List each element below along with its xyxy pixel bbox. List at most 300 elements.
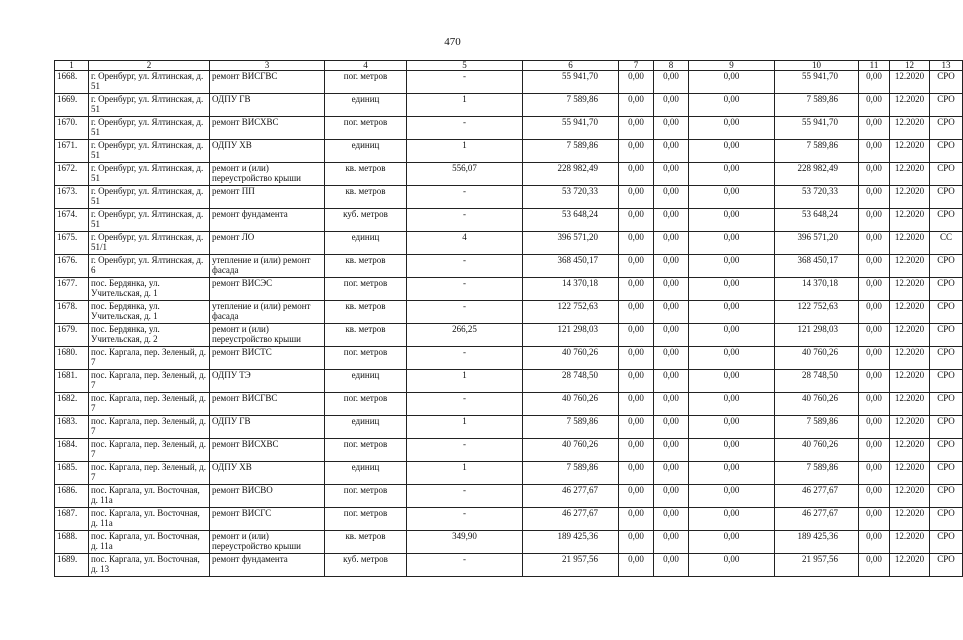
cell-total-cost: 46 277,67 (523, 485, 619, 508)
cell-other-funds: 0,00 (859, 347, 890, 370)
cell-deadline: 12.2020 (890, 94, 930, 117)
table-row (55, 255, 963, 278)
column-header-10: 10 (775, 61, 859, 71)
cell-fund-local: 0,00 (689, 531, 775, 554)
cell-fund-federal: 0,00 (619, 416, 654, 439)
cell-address: г. Оренбург, ул. Ялтинская, д. 51 (89, 209, 210, 232)
cell-total-cost: 28 748,50 (523, 370, 619, 393)
cell-deadline: 12.2020 (890, 462, 930, 485)
cell-address: пос. Каргала, пер. Зеленый, д. 7 (89, 439, 210, 462)
cell-owner-funds: 28 748,50 (775, 370, 859, 393)
cell-work-type: ОДПУ ХВ (210, 140, 325, 163)
cell-row-number: 1686. (55, 485, 89, 508)
cell-method: СРО (930, 554, 963, 577)
cell-quantity: - (407, 508, 523, 531)
cell-address: г. Оренбург, ул. Ялтинская, д. 51 (89, 94, 210, 117)
cell-deadline: 12.2020 (890, 531, 930, 554)
cell-fund-federal: 0,00 (619, 232, 654, 255)
column-header-1: 1 (55, 61, 89, 71)
cell-fund-regional: 0,00 (654, 209, 689, 232)
cell-row-number: 1679. (55, 324, 89, 347)
cell-quantity: - (407, 117, 523, 140)
cell-address: пос. Бердянка, ул. Учительская, д. 2 (89, 324, 210, 347)
table-row (55, 370, 963, 393)
cell-fund-local: 0,00 (689, 393, 775, 416)
cell-fund-federal: 0,00 (619, 186, 654, 209)
cell-row-number: 1674. (55, 209, 89, 232)
cell-owner-funds: 46 277,67 (775, 508, 859, 531)
cell-deadline: 12.2020 (890, 278, 930, 301)
cell-fund-local: 0,00 (689, 163, 775, 186)
cell-deadline: 12.2020 (890, 301, 930, 324)
cell-total-cost: 46 277,67 (523, 508, 619, 531)
cell-fund-regional: 0,00 (654, 370, 689, 393)
cell-other-funds: 0,00 (859, 531, 890, 554)
cell-row-number: 1676. (55, 255, 89, 278)
table-header (55, 61, 963, 71)
cell-row-number: 1684. (55, 439, 89, 462)
cell-deadline: 12.2020 (890, 232, 930, 255)
cell-owner-funds: 189 425,36 (775, 531, 859, 554)
cell-deadline: 12.2020 (890, 485, 930, 508)
cell-unit: кв. метров (325, 163, 407, 186)
column-header-12: 12 (890, 61, 930, 71)
cell-work-type: ремонт ВИСЭС (210, 278, 325, 301)
cell-fund-regional: 0,00 (654, 439, 689, 462)
cell-unit: единиц (325, 94, 407, 117)
cell-owner-funds: 21 957,56 (775, 554, 859, 577)
cell-fund-federal: 0,00 (619, 508, 654, 531)
cell-address: г. Оренбург, ул. Ялтинская, д. 51 (89, 186, 210, 209)
table-row (55, 508, 963, 531)
cell-address: пос. Каргала, ул. Восточная, д. 11а (89, 485, 210, 508)
cell-method: СРО (930, 186, 963, 209)
cell-unit: пог. метров (325, 278, 407, 301)
cell-fund-regional: 0,00 (654, 94, 689, 117)
cell-fund-local: 0,00 (689, 140, 775, 163)
column-header-6: 6 (523, 61, 619, 71)
cell-method: СС (930, 232, 963, 255)
cell-work-type: ремонт ВИСХВС (210, 439, 325, 462)
cell-fund-local: 0,00 (689, 485, 775, 508)
cell-deadline: 12.2020 (890, 554, 930, 577)
cell-fund-federal: 0,00 (619, 347, 654, 370)
cell-address: г. Оренбург, ул. Ялтинская, д. 51 (89, 163, 210, 186)
cell-quantity: 1 (407, 416, 523, 439)
cell-address: пос. Бердянка, ул. Учительская, д. 1 (89, 278, 210, 301)
table-row (55, 186, 963, 209)
cell-method: СРО (930, 209, 963, 232)
cell-total-cost: 55 941,70 (523, 71, 619, 94)
cell-total-cost: 40 760,26 (523, 347, 619, 370)
column-header-5: 5 (407, 61, 523, 71)
cell-quantity: 266,25 (407, 324, 523, 347)
cell-address: пос. Каргала, пер. Зеленый, д. 7 (89, 416, 210, 439)
cell-fund-local: 0,00 (689, 71, 775, 94)
cell-unit: единиц (325, 232, 407, 255)
table-row (55, 209, 963, 232)
cell-unit: единиц (325, 140, 407, 163)
cell-row-number: 1675. (55, 232, 89, 255)
cell-method: СРО (930, 71, 963, 94)
cell-work-type: ремонт ВИСХВС (210, 117, 325, 140)
cell-deadline: 12.2020 (890, 140, 930, 163)
cell-unit: кв. метров (325, 324, 407, 347)
cell-unit: куб. метров (325, 209, 407, 232)
cell-fund-regional: 0,00 (654, 140, 689, 163)
cell-quantity: 1 (407, 94, 523, 117)
cell-owner-funds: 396 571,20 (775, 232, 859, 255)
cell-owner-funds: 53 720,33 (775, 186, 859, 209)
cell-deadline: 12.2020 (890, 393, 930, 416)
table-row (55, 554, 963, 577)
cell-address: пос. Каргала, пер. Зеленый, д. 7 (89, 347, 210, 370)
cell-address: г. Оренбург, ул. Ялтинская, д. 51 (89, 71, 210, 94)
cell-method: СРО (930, 531, 963, 554)
cell-row-number: 1678. (55, 301, 89, 324)
cell-unit: единиц (325, 416, 407, 439)
cell-method: СРО (930, 508, 963, 531)
cell-other-funds: 0,00 (859, 370, 890, 393)
cell-unit: кв. метров (325, 255, 407, 278)
cell-fund-federal: 0,00 (619, 255, 654, 278)
cell-other-funds: 0,00 (859, 439, 890, 462)
cell-work-type: ремонт и (или) переустройство крыши (210, 163, 325, 186)
cell-fund-federal: 0,00 (619, 140, 654, 163)
cell-deadline: 12.2020 (890, 71, 930, 94)
cell-owner-funds: 14 370,18 (775, 278, 859, 301)
cell-work-type: ремонт фундамента (210, 209, 325, 232)
cell-address: пос. Каргала, пер. Зеленый, д. 7 (89, 370, 210, 393)
cell-fund-regional: 0,00 (654, 278, 689, 301)
cell-total-cost: 40 760,26 (523, 439, 619, 462)
cell-unit: кв. метров (325, 301, 407, 324)
cell-quantity: - (407, 186, 523, 209)
cell-owner-funds: 122 752,63 (775, 301, 859, 324)
column-header-2: 2 (89, 61, 210, 71)
cell-row-number: 1681. (55, 370, 89, 393)
table-row (55, 232, 963, 255)
cell-total-cost: 7 589,86 (523, 416, 619, 439)
cell-other-funds: 0,00 (859, 232, 890, 255)
column-header-11: 11 (859, 61, 890, 71)
cell-other-funds: 0,00 (859, 209, 890, 232)
table-row (55, 439, 963, 462)
cell-deadline: 12.2020 (890, 117, 930, 140)
cell-quantity: - (407, 301, 523, 324)
cell-owner-funds: 46 277,67 (775, 485, 859, 508)
cell-work-type: ремонт ВИСГВС (210, 71, 325, 94)
cell-other-funds: 0,00 (859, 186, 890, 209)
cell-row-number: 1682. (55, 393, 89, 416)
column-header-7: 7 (619, 61, 654, 71)
cell-quantity: - (407, 71, 523, 94)
cell-method: СРО (930, 439, 963, 462)
cell-fund-federal: 0,00 (619, 485, 654, 508)
cell-fund-federal: 0,00 (619, 370, 654, 393)
column-header-13: 13 (930, 61, 963, 71)
cell-address: пос. Каргала, пер. Зеленый, д. 7 (89, 393, 210, 416)
repair-plan-table (54, 60, 963, 577)
column-header-3: 3 (210, 61, 325, 71)
cell-fund-regional: 0,00 (654, 508, 689, 531)
cell-row-number: 1688. (55, 531, 89, 554)
cell-owner-funds: 368 450,17 (775, 255, 859, 278)
cell-other-funds: 0,00 (859, 508, 890, 531)
cell-row-number: 1670. (55, 117, 89, 140)
cell-method: СРО (930, 462, 963, 485)
column-header-9: 9 (689, 61, 775, 71)
table-row (55, 485, 963, 508)
column-header-4: 4 (325, 61, 407, 71)
cell-method: СРО (930, 278, 963, 301)
cell-fund-federal: 0,00 (619, 71, 654, 94)
cell-total-cost: 7 589,86 (523, 94, 619, 117)
cell-work-type: утепление и (или) ремонт фасада (210, 255, 325, 278)
table-row (55, 71, 963, 94)
cell-address: г. Оренбург, ул. Ялтинская, д. 51 (89, 140, 210, 163)
cell-fund-federal: 0,00 (619, 301, 654, 324)
page-number: 470 (444, 36, 461, 48)
cell-unit: пог. метров (325, 439, 407, 462)
cell-fund-regional: 0,00 (654, 71, 689, 94)
cell-work-type: ОДПУ ХВ (210, 462, 325, 485)
cell-other-funds: 0,00 (859, 140, 890, 163)
cell-unit: единиц (325, 462, 407, 485)
cell-quantity: 1 (407, 462, 523, 485)
cell-work-type: ОДПУ ГВ (210, 94, 325, 117)
cell-fund-local: 0,00 (689, 117, 775, 140)
cell-unit: кв. метров (325, 531, 407, 554)
cell-unit: пог. метров (325, 347, 407, 370)
cell-method: СРО (930, 163, 963, 186)
cell-address: г. Оренбург, ул. Ялтинская, д. 51 (89, 117, 210, 140)
cell-unit: единиц (325, 370, 407, 393)
cell-deadline: 12.2020 (890, 209, 930, 232)
cell-owner-funds: 7 589,86 (775, 416, 859, 439)
cell-total-cost: 40 760,26 (523, 393, 619, 416)
cell-unit: пог. метров (325, 71, 407, 94)
cell-fund-local: 0,00 (689, 324, 775, 347)
cell-unit: пог. метров (325, 485, 407, 508)
cell-owner-funds: 40 760,26 (775, 439, 859, 462)
cell-fund-local: 0,00 (689, 370, 775, 393)
cell-owner-funds: 55 941,70 (775, 71, 859, 94)
cell-deadline: 12.2020 (890, 416, 930, 439)
cell-fund-federal: 0,00 (619, 278, 654, 301)
cell-quantity: 1 (407, 140, 523, 163)
table-row (55, 324, 963, 347)
cell-other-funds: 0,00 (859, 71, 890, 94)
cell-unit: кв. метров (325, 186, 407, 209)
cell-fund-federal: 0,00 (619, 117, 654, 140)
cell-method: СРО (930, 324, 963, 347)
cell-row-number: 1677. (55, 278, 89, 301)
cell-quantity: - (407, 209, 523, 232)
cell-fund-federal: 0,00 (619, 324, 654, 347)
cell-total-cost: 228 982,49 (523, 163, 619, 186)
cell-fund-federal: 0,00 (619, 209, 654, 232)
cell-other-funds: 0,00 (859, 393, 890, 416)
cell-fund-federal: 0,00 (619, 554, 654, 577)
cell-method: СРО (930, 94, 963, 117)
cell-owner-funds: 228 982,49 (775, 163, 859, 186)
cell-fund-federal: 0,00 (619, 462, 654, 485)
cell-fund-regional: 0,00 (654, 462, 689, 485)
cell-deadline: 12.2020 (890, 324, 930, 347)
table-row (55, 347, 963, 370)
cell-method: СРО (930, 370, 963, 393)
cell-fund-local: 0,00 (689, 186, 775, 209)
cell-method: СРО (930, 140, 963, 163)
cell-owner-funds: 7 589,86 (775, 462, 859, 485)
cell-fund-local: 0,00 (689, 508, 775, 531)
cell-deadline: 12.2020 (890, 163, 930, 186)
cell-fund-federal: 0,00 (619, 393, 654, 416)
cell-fund-regional: 0,00 (654, 186, 689, 209)
table-row (55, 393, 963, 416)
cell-owner-funds: 53 648,24 (775, 209, 859, 232)
cell-owner-funds: 40 760,26 (775, 347, 859, 370)
cell-unit: куб. метров (325, 554, 407, 577)
header-row (55, 61, 963, 71)
cell-other-funds: 0,00 (859, 255, 890, 278)
cell-method: СРО (930, 485, 963, 508)
cell-fund-local: 0,00 (689, 439, 775, 462)
cell-other-funds: 0,00 (859, 485, 890, 508)
cell-owner-funds: 121 298,03 (775, 324, 859, 347)
cell-other-funds: 0,00 (859, 163, 890, 186)
cell-total-cost: 122 752,63 (523, 301, 619, 324)
cell-fund-regional: 0,00 (654, 554, 689, 577)
cell-work-type: ремонт и (или) переустройство крыши (210, 531, 325, 554)
cell-fund-regional: 0,00 (654, 232, 689, 255)
cell-fund-regional: 0,00 (654, 163, 689, 186)
cell-address: пос. Каргала, ул. Восточная, д. 13 (89, 554, 210, 577)
cell-fund-local: 0,00 (689, 416, 775, 439)
cell-work-type: утепление и (или) ремонт фасада (210, 301, 325, 324)
cell-fund-local: 0,00 (689, 232, 775, 255)
cell-row-number: 1671. (55, 140, 89, 163)
cell-other-funds: 0,00 (859, 554, 890, 577)
cell-work-type: ремонт ВИСГС (210, 508, 325, 531)
cell-total-cost: 121 298,03 (523, 324, 619, 347)
cell-row-number: 1668. (55, 71, 89, 94)
cell-total-cost: 189 425,36 (523, 531, 619, 554)
cell-fund-local: 0,00 (689, 209, 775, 232)
cell-fund-local: 0,00 (689, 462, 775, 485)
cell-quantity: 556,07 (407, 163, 523, 186)
cell-fund-federal: 0,00 (619, 163, 654, 186)
column-header-8: 8 (654, 61, 689, 71)
cell-deadline: 12.2020 (890, 370, 930, 393)
cell-fund-local: 0,00 (689, 94, 775, 117)
table-body (55, 71, 963, 577)
cell-fund-federal: 0,00 (619, 439, 654, 462)
cell-fund-local: 0,00 (689, 554, 775, 577)
cell-quantity: - (407, 554, 523, 577)
cell-row-number: 1673. (55, 186, 89, 209)
cell-quantity: 4 (407, 232, 523, 255)
cell-owner-funds: 55 941,70 (775, 117, 859, 140)
cell-work-type: ОДПУ ГВ (210, 416, 325, 439)
table-row (55, 301, 963, 324)
cell-owner-funds: 7 589,86 (775, 94, 859, 117)
cell-quantity: - (407, 255, 523, 278)
cell-total-cost: 14 370,18 (523, 278, 619, 301)
cell-unit: пог. метров (325, 117, 407, 140)
cell-other-funds: 0,00 (859, 462, 890, 485)
cell-fund-local: 0,00 (689, 301, 775, 324)
table-row (55, 462, 963, 485)
cell-fund-regional: 0,00 (654, 117, 689, 140)
cell-method: СРО (930, 117, 963, 140)
cell-address: пос. Каргала, ул. Восточная, д. 11а (89, 531, 210, 554)
table-row (55, 140, 963, 163)
cell-quantity: 349,90 (407, 531, 523, 554)
cell-fund-regional: 0,00 (654, 255, 689, 278)
cell-method: СРО (930, 347, 963, 370)
cell-unit: пог. метров (325, 508, 407, 531)
cell-total-cost: 53 720,33 (523, 186, 619, 209)
table-row (55, 416, 963, 439)
cell-quantity: - (407, 347, 523, 370)
cell-fund-federal: 0,00 (619, 531, 654, 554)
cell-method: СРО (930, 255, 963, 278)
cell-other-funds: 0,00 (859, 117, 890, 140)
cell-other-funds: 0,00 (859, 94, 890, 117)
table-row (55, 531, 963, 554)
cell-fund-regional: 0,00 (654, 416, 689, 439)
cell-address: г. Оренбург, ул. Ялтинская, д. 51/1 (89, 232, 210, 255)
cell-work-type: ремонт и (или) переустройство крыши (210, 324, 325, 347)
cell-other-funds: 0,00 (859, 278, 890, 301)
cell-quantity: - (407, 485, 523, 508)
table-row (55, 117, 963, 140)
cell-fund-regional: 0,00 (654, 324, 689, 347)
cell-fund-regional: 0,00 (654, 485, 689, 508)
cell-total-cost: 21 957,56 (523, 554, 619, 577)
cell-fund-local: 0,00 (689, 255, 775, 278)
cell-work-type: ремонт фундамента (210, 554, 325, 577)
cell-owner-funds: 7 589,86 (775, 140, 859, 163)
cell-total-cost: 396 571,20 (523, 232, 619, 255)
cell-row-number: 1685. (55, 462, 89, 485)
cell-row-number: 1680. (55, 347, 89, 370)
cell-quantity: 1 (407, 370, 523, 393)
table-row (55, 163, 963, 186)
cell-fund-regional: 0,00 (654, 393, 689, 416)
cell-work-type: ОДПУ ТЭ (210, 370, 325, 393)
cell-deadline: 12.2020 (890, 186, 930, 209)
cell-total-cost: 7 589,86 (523, 140, 619, 163)
cell-quantity: - (407, 393, 523, 416)
cell-other-funds: 0,00 (859, 324, 890, 347)
cell-row-number: 1687. (55, 508, 89, 531)
cell-fund-regional: 0,00 (654, 301, 689, 324)
cell-row-number: 1689. (55, 554, 89, 577)
cell-row-number: 1672. (55, 163, 89, 186)
cell-fund-local: 0,00 (689, 347, 775, 370)
cell-unit: пог. метров (325, 393, 407, 416)
cell-method: СРО (930, 393, 963, 416)
cell-address: пос. Каргала, пер. Зеленый, д. 7 (89, 462, 210, 485)
cell-work-type: ремонт ЛО (210, 232, 325, 255)
cell-work-type: ремонт ПП (210, 186, 325, 209)
cell-address: г. Оренбург, ул. Ялтинская, д. 6 (89, 255, 210, 278)
cell-deadline: 12.2020 (890, 347, 930, 370)
cell-fund-regional: 0,00 (654, 347, 689, 370)
